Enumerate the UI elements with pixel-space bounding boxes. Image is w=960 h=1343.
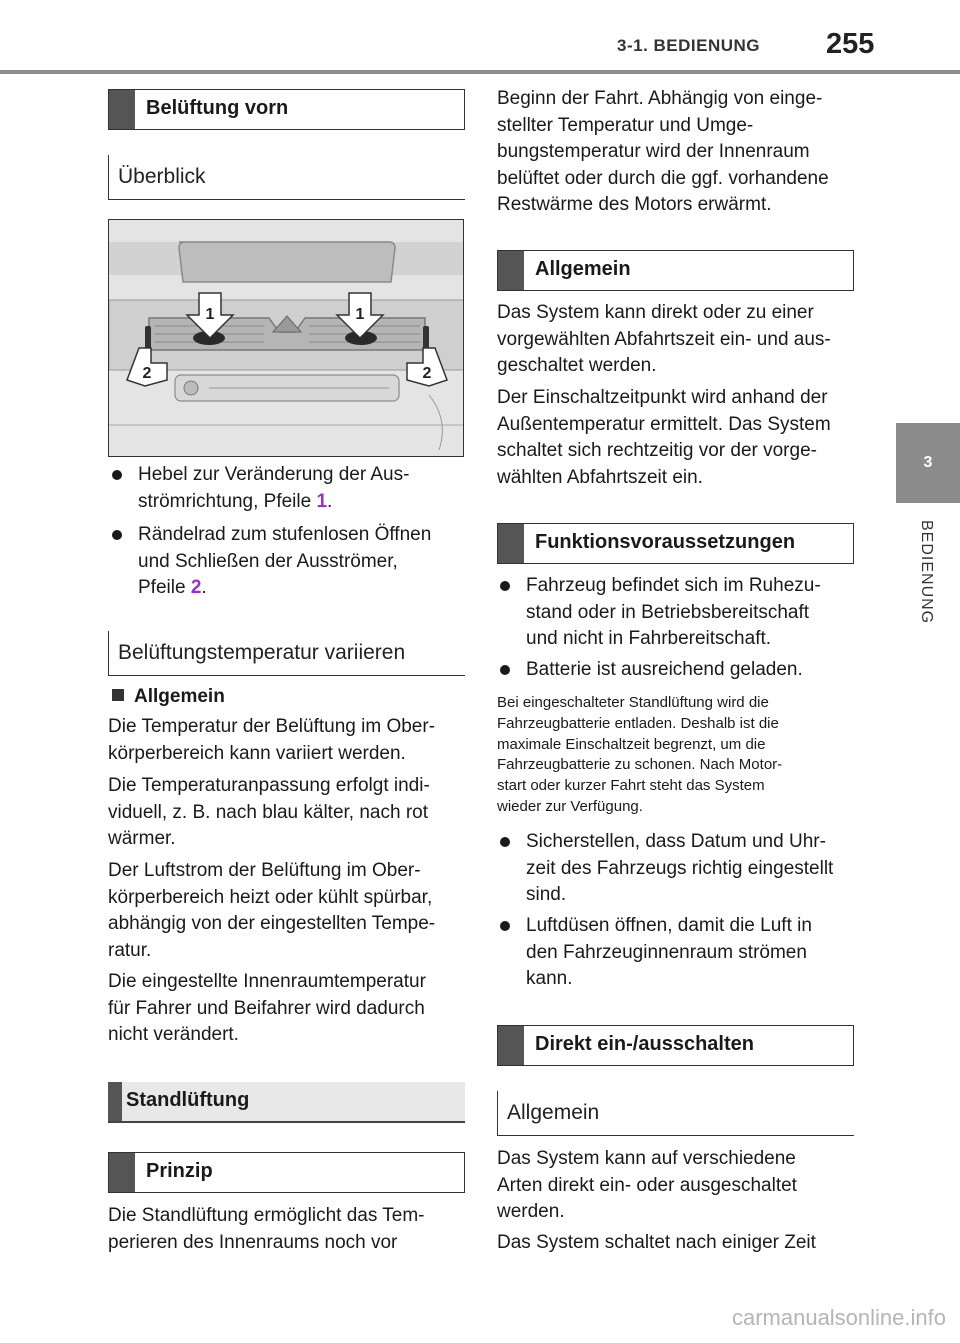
bullet-dot [112,530,122,540]
header-rule [0,70,960,74]
heading-bar [498,1026,524,1065]
heading-standlueftung [108,1082,465,1123]
bullet-dot [112,470,122,480]
heading-bar [108,1082,122,1121]
arrow-1-left-label: 1 [205,306,215,323]
arrow-2-right-label: 2 [422,365,432,382]
heading-text: Belüftung vorn [146,97,289,119]
bullet-dot [500,581,510,591]
heading-bar [498,251,524,290]
watermark: carmanualsonline.info [731,1305,946,1330]
square-bullet-icon [112,689,124,701]
heading-bar [109,1153,135,1192]
bullet-dot [500,665,510,675]
heading-direkt-ein-ausschalten [497,1025,854,1066]
heading-belueftung-vorn [108,89,465,130]
note-text: Bei eingeschalteter Standlüftung wird die Fahrzeugbatterie entladen. Deshalb ist die maximale Einschaltzeit begrenzt, um die Fahrzeugbatterie zu schonen. Nach Motor- start oder kurzer Fahrt steht das System wieder zur Verfügung. [497,694,783,815]
heading-text: Prinzip [146,1160,213,1182]
bullet-dot [500,921,510,931]
bullet-item: Rändelrad zum stufenlosen Öffnen und Schließen der Ausströmer, Pfeile 2. [112,522,462,602]
heading-text: Allgemein [535,258,631,280]
heading-bar [109,90,135,129]
paragraph: Das System kann auf verschiedene Arten direkt ein- oder ausgeschaltet werden. [497,1148,797,1222]
chapter-tab-label: BEDIENUNG [918,520,935,625]
paragraph: Beginn der Fahrt. Abhängig von einge- stellter Temperatur und Umge- bungstemperatur wird der Innenraum belüftet oder durch die ggf. vorhandene Restwärme des Motors erwärmt. [497,88,829,215]
paragraph: Der Einschaltzeitpunkt wird anhand der Außentemperatur ermittelt. Das System schaltet sich rechtzeitig vor der vorge- wählten Abfahrtszeit ein. [497,387,831,488]
paragraph: Die Temperatur der Belüftung im Ober- körperbereich kann variiert werden. [108,716,436,764]
chapter-tab: 3 [896,423,960,503]
arrow-2-left-label: 2 [142,365,152,382]
heading-text: Standlüftung [126,1089,250,1111]
paragraph: Das System kann direkt oder zu einer vorgewählten Abfahrtszeit ein- und aus- geschaltet werden. [497,302,831,376]
heading-allgemein [497,250,854,291]
heading-text: Funktionsvoraussetzungen [535,531,796,553]
heading-text: Direkt ein-/ausschalten [535,1033,754,1055]
heading-bar [498,524,524,563]
page-number: 255 [826,28,875,60]
bullet-item: Sicherstellen, dass Datum und Uhr- zeit des Fahrzeugs richtig eingestellt sind. [500,829,856,909]
running-header-section: 3-1. BEDIENUNG [617,36,761,55]
heading-prinzip [108,1152,465,1193]
paragraph: Der Luftstrom der Belüftung im Ober- körperbereich heizt oder kühlt spürbar, abhängig von der eingestellten Tempe- ratur. [108,860,436,961]
heading-funktionsvoraussetzungen [497,523,854,564]
bullet-item: Hebel zur Veränderung der Aus- strömrichtung, Pfeile 1. [112,462,462,518]
paragraph: Die eingestellte Innenraumtemperatur für Fahrer und Beifahrer wird dadurch nicht verändert. [108,971,426,1045]
bullet-dot [500,837,510,847]
arrow-1-right-label: 1 [355,306,365,323]
paragraph: Das System schaltet nach einiger Zeit [497,1232,816,1253]
bullet-item: Luftdüsen öffnen, damit die Luft in den Fahrzeuginnenraum strömen kann. [500,913,856,993]
vent-diagram-svg [109,220,464,457]
paragraph: Die Standlüftung ermöglicht das Tem- perieren des Innenraums noch vor [108,1205,425,1253]
dashboard-vent-illustration [108,219,464,457]
section-label-allgemein: Allgemein [112,686,225,708]
paragraph: Die Temperaturanpassung erfolgt indi- viduell, z. B. nach blau kälter, nach rot wärmer. [108,775,430,849]
bullet-item: Batterie ist ausreichend geladen. [500,657,856,685]
bullet-item: Fahrzeug befindet sich im Ruhezu- stand oder in Betriebsbereitschaft und nicht in Fahrbereitschaft. [500,573,856,653]
